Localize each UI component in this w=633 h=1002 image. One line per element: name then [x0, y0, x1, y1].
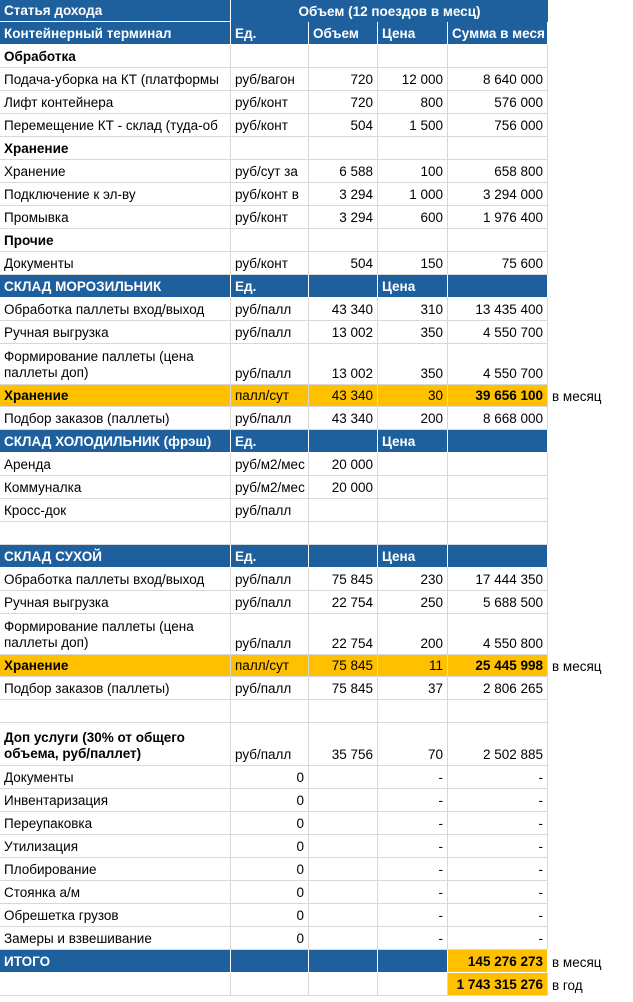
cell[interactable]: Лифт контейнера: [0, 91, 231, 114]
cell[interactable]: [548, 0, 633, 22]
cell[interactable]: 720: [309, 68, 378, 91]
cell[interactable]: 20 000: [309, 453, 378, 476]
cell[interactable]: 8 668 000: [448, 407, 548, 430]
storage-total-cell[interactable]: 25 445 998: [448, 655, 548, 677]
cell[interactable]: 756 000: [448, 114, 548, 137]
cell[interactable]: [448, 453, 548, 476]
cell[interactable]: руб/палл: [231, 407, 309, 430]
cell[interactable]: Хранение: [0, 385, 231, 407]
cell[interactable]: 1 976 400: [448, 206, 548, 229]
section-header-cell[interactable]: СКЛАД СУХОЙ: [0, 545, 231, 568]
table-row: [0, 298, 633, 321]
cell[interactable]: [548, 275, 633, 298]
cell[interactable]: Коммуналка: [0, 476, 231, 499]
cell[interactable]: 0: [231, 881, 309, 904]
table-row: [0, 453, 633, 476]
cell[interactable]: [548, 407, 633, 430]
cell[interactable]: Хранение: [0, 655, 231, 677]
table-row: [0, 789, 633, 812]
cell[interactable]: [309, 229, 378, 252]
header-cell[interactable]: Ед.: [231, 545, 309, 568]
cell[interactable]: руб/сут за: [231, 160, 309, 183]
cell[interactable]: [448, 522, 548, 545]
cell[interactable]: [309, 858, 378, 881]
cell-note[interactable]: в месяц: [552, 659, 602, 674]
table-row: [0, 68, 633, 91]
cell[interactable]: 17 444 350: [448, 568, 548, 591]
table-row: [0, 881, 633, 904]
table-row: [0, 766, 633, 789]
cell[interactable]: [548, 321, 633, 344]
cell[interactable]: [548, 522, 633, 545]
cell[interactable]: 658 800: [448, 160, 548, 183]
table-row: [0, 614, 633, 655]
cell[interactable]: палл/сут: [231, 655, 309, 677]
cell[interactable]: 4 550 800: [448, 614, 548, 655]
section-label[interactable]: Доп услуги (30% от общего объема, руб/паллет): [0, 723, 231, 766]
cell[interactable]: 30: [378, 385, 448, 407]
cell[interactable]: 1 500: [378, 114, 448, 137]
table-row: [0, 160, 633, 183]
cell[interactable]: 3 294: [309, 183, 378, 206]
cell[interactable]: руб/палл: [231, 677, 309, 700]
cell[interactable]: руб/конт: [231, 114, 309, 137]
cell[interactable]: [548, 766, 633, 789]
cell[interactable]: Стоянка а/м: [0, 881, 231, 904]
table-row: [0, 835, 633, 858]
cell[interactable]: [231, 522, 309, 545]
cell[interactable]: 43 340: [309, 298, 378, 321]
cell[interactable]: 2 502 885: [448, 723, 548, 766]
cell[interactable]: [0, 522, 231, 545]
cell[interactable]: [548, 229, 633, 252]
header-cell[interactable]: Цена: [378, 275, 448, 298]
cell[interactable]: 70: [378, 723, 448, 766]
cell[interactable]: [309, 700, 378, 723]
cell[interactable]: [378, 522, 448, 545]
cell[interactable]: -: [448, 927, 548, 950]
table-row: [0, 591, 633, 614]
table-row: [0, 677, 633, 700]
cell[interactable]: [548, 568, 633, 591]
cell[interactable]: [548, 45, 633, 68]
cell[interactable]: 75 845: [309, 677, 378, 700]
cell[interactable]: [0, 973, 231, 996]
header-cell-item[interactable]: Статья дохода: [0, 0, 231, 22]
cell[interactable]: руб/вагон: [231, 68, 309, 91]
cell[interactable]: [548, 344, 633, 385]
storage-total-cell[interactable]: 39 656 100: [448, 385, 548, 407]
header-cell[interactable]: Сумма в меся: [448, 22, 548, 45]
header-cell[interactable]: Контейнерный терминал: [0, 22, 231, 45]
cell[interactable]: Формирование паллеты (цена паллеты доп): [0, 344, 231, 385]
total-row: [0, 950, 633, 973]
cell[interactable]: руб/м2/мес: [231, 476, 309, 499]
cell-note[interactable]: в месяц: [552, 389, 602, 404]
cell[interactable]: 13 435 400: [448, 298, 548, 321]
section-label[interactable]: Обработка: [0, 45, 231, 68]
cell[interactable]: -: [378, 812, 448, 835]
cell[interactable]: [548, 298, 633, 321]
section-label[interactable]: Прочие: [0, 229, 231, 252]
cell[interactable]: руб/палл: [231, 344, 309, 385]
header-cell[interactable]: Ед.: [231, 275, 309, 298]
cell[interactable]: 13 002: [309, 321, 378, 344]
cell[interactable]: [548, 68, 633, 91]
cell[interactable]: 37: [378, 677, 448, 700]
cell[interactable]: Подача-уборка на КТ (платформы: [0, 68, 231, 91]
cell[interactable]: [548, 206, 633, 229]
cell[interactable]: 75 600: [448, 252, 548, 275]
cell[interactable]: [309, 835, 378, 858]
header-cell[interactable]: [309, 950, 378, 973]
cell[interactable]: -: [448, 812, 548, 835]
header-cell[interactable]: Цена: [378, 430, 448, 453]
cell[interactable]: 0: [231, 858, 309, 881]
table-row: [0, 858, 633, 881]
cell[interactable]: руб/палл: [231, 499, 309, 522]
cell-note[interactable]: в год: [552, 978, 583, 993]
cell[interactable]: 4 550 700: [448, 321, 548, 344]
table-row: [0, 206, 633, 229]
highlight-row: [0, 385, 633, 407]
cell[interactable]: 200: [378, 407, 448, 430]
cell[interactable]: [548, 499, 633, 522]
cell[interactable]: [548, 927, 633, 950]
cell[interactable]: 600: [378, 206, 448, 229]
cell[interactable]: Обрешетка грузов: [0, 904, 231, 927]
cell[interactable]: 504: [309, 114, 378, 137]
table-row: [0, 91, 633, 114]
cell[interactable]: 75 845: [309, 655, 378, 677]
header-cell[interactable]: [231, 950, 309, 973]
cell[interactable]: руб/палл: [231, 298, 309, 321]
cell-note[interactable]: в месяц: [552, 955, 602, 970]
cell[interactable]: [548, 252, 633, 275]
header-cell[interactable]: Ед.: [231, 22, 309, 45]
cell[interactable]: Документы: [0, 252, 231, 275]
cell[interactable]: 11: [378, 655, 448, 677]
header-cell[interactable]: Ед.: [231, 430, 309, 453]
cell[interactable]: Ручная выгрузка: [0, 321, 231, 344]
cell[interactable]: [309, 137, 378, 160]
header-cell[interactable]: Цена: [378, 545, 448, 568]
cell[interactable]: -: [378, 904, 448, 927]
cell[interactable]: руб/палл: [231, 591, 309, 614]
cell[interactable]: [548, 700, 633, 723]
cell[interactable]: [548, 723, 633, 766]
cell[interactable]: 310: [378, 298, 448, 321]
table-row: [0, 321, 633, 344]
cell[interactable]: 150: [378, 252, 448, 275]
table-row: [0, 183, 633, 206]
section-row: [0, 723, 633, 766]
cell[interactable]: Подбор заказов (паллеты): [0, 407, 231, 430]
cell[interactable]: [548, 453, 633, 476]
section-row: [0, 137, 633, 160]
cell[interactable]: -: [378, 789, 448, 812]
cell[interactable]: Замеры и взвешивание: [0, 927, 231, 950]
cell[interactable]: [309, 927, 378, 950]
cell[interactable]: -: [448, 858, 548, 881]
cell[interactable]: 0: [231, 789, 309, 812]
cell[interactable]: [548, 858, 633, 881]
cell[interactable]: 0: [231, 766, 309, 789]
cell[interactable]: 75 845: [309, 568, 378, 591]
table-row: [0, 344, 633, 385]
table-row: [0, 407, 633, 430]
cell[interactable]: 230: [378, 568, 448, 591]
cell[interactable]: 350: [378, 321, 448, 344]
section-header-cell[interactable]: СКЛАД МОРОЗИЛЬНИК: [0, 275, 231, 298]
cell[interactable]: [231, 45, 309, 68]
table-row: [0, 927, 633, 950]
cell[interactable]: 6 588: [309, 160, 378, 183]
cell[interactable]: [448, 476, 548, 499]
cell[interactable]: [309, 904, 378, 927]
total-label[interactable]: ИТОГО: [0, 950, 231, 973]
section-header-row: [0, 275, 633, 298]
cell[interactable]: [548, 91, 633, 114]
header-cell[interactable]: [448, 275, 548, 298]
cell[interactable]: Утилизация: [0, 835, 231, 858]
cell[interactable]: 43 340: [309, 385, 378, 407]
header-cell[interactable]: [309, 545, 378, 568]
cell[interactable]: руб/палл: [231, 568, 309, 591]
section-row: [0, 45, 633, 68]
cell[interactable]: Перемещение КТ - склад (туда-об: [0, 114, 231, 137]
cell[interactable]: [309, 881, 378, 904]
cell[interactable]: [378, 499, 448, 522]
header-cell[interactable]: [378, 950, 448, 973]
cell[interactable]: руб/конт в: [231, 183, 309, 206]
cell[interactable]: [378, 453, 448, 476]
cell[interactable]: палл/сут: [231, 385, 309, 407]
cell[interactable]: [378, 700, 448, 723]
cell[interactable]: [548, 545, 633, 568]
cell[interactable]: 3 294: [309, 206, 378, 229]
cell[interactable]: 13 002: [309, 344, 378, 385]
cell[interactable]: Обработка паллеты вход/выход: [0, 568, 231, 591]
cell[interactable]: 22 754: [309, 614, 378, 655]
cell[interactable]: [309, 45, 378, 68]
table-row: [0, 499, 633, 522]
cell[interactable]: [378, 137, 448, 160]
cell[interactable]: 35 756: [309, 723, 378, 766]
cell[interactable]: -: [378, 835, 448, 858]
cell[interactable]: 43 340: [309, 407, 378, 430]
header-cell[interactable]: [309, 430, 378, 453]
cell[interactable]: [548, 881, 633, 904]
cell[interactable]: [448, 137, 548, 160]
cell[interactable]: 504: [309, 252, 378, 275]
cell[interactable]: [548, 183, 633, 206]
cell[interactable]: 100: [378, 160, 448, 183]
cell[interactable]: руб/конт: [231, 252, 309, 275]
cell[interactable]: 350: [378, 344, 448, 385]
cell[interactable]: [309, 766, 378, 789]
cell[interactable]: 0: [231, 812, 309, 835]
cell[interactable]: [309, 789, 378, 812]
cell[interactable]: [448, 499, 548, 522]
cell[interactable]: Промывка: [0, 206, 231, 229]
cell[interactable]: -: [378, 881, 448, 904]
cell[interactable]: [548, 591, 633, 614]
cell[interactable]: -: [378, 927, 448, 950]
header-cell[interactable]: [309, 275, 378, 298]
section-header-cell[interactable]: СКЛАД ХОЛОДИЛЬНИК (фрэш): [0, 430, 231, 453]
table-row: [0, 568, 633, 591]
cell[interactable]: [309, 522, 378, 545]
cell[interactable]: Обработка паллеты вход/выход: [0, 298, 231, 321]
cell[interactable]: руб/м2/мес: [231, 453, 309, 476]
header-row-2: [0, 22, 633, 45]
cell[interactable]: -: [378, 766, 448, 789]
cell[interactable]: -: [448, 789, 548, 812]
total-year-row: [0, 973, 633, 996]
cell[interactable]: [548, 114, 633, 137]
cell[interactable]: [548, 614, 633, 655]
cell[interactable]: [548, 677, 633, 700]
cell[interactable]: [378, 973, 448, 996]
table-row: [0, 114, 633, 137]
cell[interactable]: [548, 22, 633, 45]
highlight-row: [0, 655, 633, 677]
cell[interactable]: Формирование паллеты (цена паллеты доп): [0, 614, 231, 655]
section-header-row: [0, 430, 633, 453]
cell[interactable]: [548, 835, 633, 858]
cell[interactable]: руб/конт: [231, 206, 309, 229]
cell[interactable]: 0: [231, 904, 309, 927]
header-cell[interactable]: [448, 430, 548, 453]
cell[interactable]: 4 550 700: [448, 344, 548, 385]
cell[interactable]: Плобирование: [0, 858, 231, 881]
table-row: [0, 476, 633, 499]
cell[interactable]: Инвентаризация: [0, 789, 231, 812]
cell[interactable]: [378, 476, 448, 499]
cell[interactable]: [548, 789, 633, 812]
cell[interactable]: [309, 973, 378, 996]
cell[interactable]: [378, 45, 448, 68]
cell[interactable]: [309, 499, 378, 522]
cell[interactable]: Подключение к эл-ву: [0, 183, 231, 206]
cell[interactable]: 2 806 265: [448, 677, 548, 700]
header-cell[interactable]: Объем: [309, 22, 378, 45]
cell[interactable]: Документы: [0, 766, 231, 789]
section-label[interactable]: Хранение: [0, 137, 231, 160]
header-row-1: [0, 0, 633, 22]
cell[interactable]: 200: [378, 614, 448, 655]
cell[interactable]: 0: [231, 927, 309, 950]
cell[interactable]: [378, 229, 448, 252]
cell[interactable]: [548, 476, 633, 499]
cell[interactable]: [231, 229, 309, 252]
header-cell[interactable]: Цена: [378, 22, 448, 45]
cell[interactable]: 800: [378, 91, 448, 114]
cell[interactable]: [231, 700, 309, 723]
cell[interactable]: 720: [309, 91, 378, 114]
cell[interactable]: [548, 160, 633, 183]
table-row: [0, 252, 633, 275]
cell[interactable]: [231, 137, 309, 160]
cell[interactable]: [548, 137, 633, 160]
section-header-row: [0, 545, 633, 568]
cell[interactable]: 22 754: [309, 591, 378, 614]
cell[interactable]: 12 000: [378, 68, 448, 91]
cell[interactable]: [548, 812, 633, 835]
total-year-cell[interactable]: 1 743 315 276: [448, 973, 548, 996]
cell[interactable]: [309, 812, 378, 835]
cell[interactable]: 250: [378, 591, 448, 614]
cell[interactable]: Ручная выгрузка: [0, 591, 231, 614]
cell[interactable]: -: [448, 904, 548, 927]
cell[interactable]: [448, 45, 548, 68]
cell[interactable]: руб/палл: [231, 614, 309, 655]
total-month-cell[interactable]: 145 276 273: [448, 950, 548, 973]
cell[interactable]: [548, 904, 633, 927]
cell[interactable]: Подбор заказов (паллеты): [0, 677, 231, 700]
empty-row: [0, 700, 633, 723]
cell[interactable]: руб/конт: [231, 91, 309, 114]
cell[interactable]: Кросс-док: [0, 499, 231, 522]
table-row: [0, 812, 633, 835]
cell[interactable]: руб/палл: [231, 723, 309, 766]
cell[interactable]: -: [448, 881, 548, 904]
cell[interactable]: 5 688 500: [448, 591, 548, 614]
cell[interactable]: Переупаковка: [0, 812, 231, 835]
cell[interactable]: [0, 700, 231, 723]
cell[interactable]: -: [448, 766, 548, 789]
cell[interactable]: 0: [231, 835, 309, 858]
table-row: [0, 904, 633, 927]
cell[interactable]: Аренда: [0, 453, 231, 476]
cell[interactable]: 3 294 000: [448, 183, 548, 206]
cell[interactable]: [448, 229, 548, 252]
empty-row: [0, 522, 633, 545]
cell[interactable]: [448, 700, 548, 723]
cell[interactable]: -: [378, 858, 448, 881]
cell[interactable]: руб/палл: [231, 321, 309, 344]
cell[interactable]: -: [448, 835, 548, 858]
cell[interactable]: [548, 430, 633, 453]
section-row: [0, 229, 633, 252]
cell[interactable]: 20 000: [309, 476, 378, 499]
cell[interactable]: 1 000: [378, 183, 448, 206]
cell[interactable]: Хранение: [0, 160, 231, 183]
cell[interactable]: 576 000: [448, 91, 548, 114]
cell[interactable]: 8 640 000: [448, 68, 548, 91]
header-cell-merged-volume[interactable]: Объем (12 поездов в месц): [231, 0, 548, 22]
header-cell[interactable]: [448, 545, 548, 568]
cell[interactable]: [231, 973, 309, 996]
